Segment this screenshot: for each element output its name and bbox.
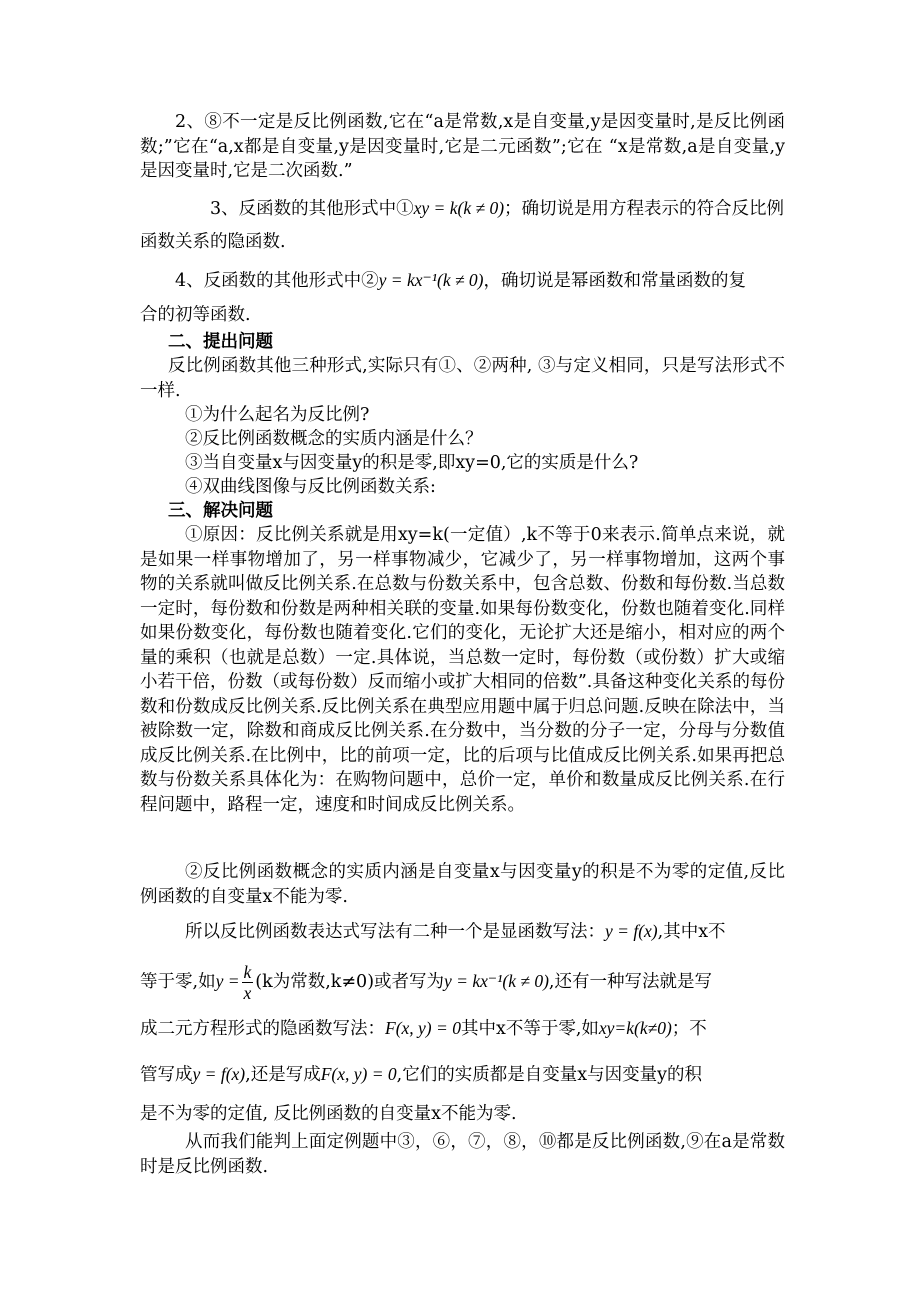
p8-l1-post: ,其中x不 <box>657 922 726 942</box>
p8-l4-f1: y = f(x) <box>192 1064 246 1084</box>
p3-text-post: ；确切说是用方程表示的符合反比例 <box>504 199 785 219</box>
paragraph-9: 从而我们能判上面定例题中③，⑥，⑦，⑧，⑩都是反比例函数,⑨在a是常数时是反比例函数. <box>140 1132 785 1177</box>
p8-l2-post: ,还有一种写法就是写 <box>548 972 712 992</box>
p8-l1-pre: 所以反比例函数表达式写法有二种一个是显函数写法： <box>185 922 605 942</box>
paragraph-8-line2 <box>140 962 785 1003</box>
p8-l2-pre: 等于零,如 <box>140 972 216 992</box>
p8-l4-pre: 管写成 <box>140 1065 193 1085</box>
p8-l4-post: ,它们的实质都是自变量x与因变量y的积 <box>396 1065 702 1085</box>
p8-l3-post: ；不 <box>671 1019 707 1039</box>
p3-formula: xy = k(k ≠ 0) <box>413 198 505 218</box>
paragraph-8-line5: 是不为零的定值, 反比例函数的自变量x不能为零. <box>140 1104 517 1124</box>
question-3: ③当自变量x与因变量y的积是零,即xy=0,它的实质是什么? <box>185 453 639 473</box>
fraction-k-over-x <box>242 962 254 1003</box>
p8-l4-mid: ,还是写成 <box>245 1065 321 1085</box>
p4-formula: y = kx⁻¹(k ≠ 0) <box>378 270 484 290</box>
p8-l2-f1: y = <box>215 971 240 991</box>
paragraph-8-line1 <box>140 919 785 944</box>
p8-l3-formula: F(x, y) = 0 <box>385 1018 461 1038</box>
paragraph-4-line2: 合的初等函数. <box>140 305 251 325</box>
paragraph-3-line2: 函数关系的隐函数. <box>140 232 286 252</box>
section-heading-3: 三、解决问题 <box>168 501 273 521</box>
question-2: ②反比例函数概念的实质内涵是什么？ <box>185 429 483 449</box>
p8-l1-formula: y = f(x) <box>605 921 658 941</box>
paragraph-4-line1 <box>140 268 785 293</box>
paragraph-8-line4 <box>140 1062 785 1087</box>
p8-l4-f2: F(x, y) = 0 <box>320 1064 397 1084</box>
p8-l3-formula2: xy=k(k≠0) <box>598 1018 672 1038</box>
paragraph-5: 反比例函数其他三种形式,实际只有①、②两种, ③与定义相同，只是写法形式不一样. <box>140 356 785 401</box>
paragraph-7: ②反比例函数概念的实质内涵是自变量x与因变量y的积是不为零的定值,反比例函数的自变量x不能为零. <box>140 862 785 907</box>
p3-text-pre: 3、反函数的其他形式中① <box>210 199 414 219</box>
p4-text-post: ，确切说是幂函数和常量函数的复 <box>483 271 747 291</box>
p4-text-pre: 4、反函数的其他形式中② <box>175 271 379 291</box>
fraction-denominator: x <box>243 983 252 1003</box>
question-1: ①为什么起名为反比例? <box>185 405 370 425</box>
paragraph-2: 2、⑧不一定是反比例函数,它在“a是常数,x是自变量,y是因变量时,是反比例函数;”它在“a,x都是自变量,y是因变量时,它是二元函数”;它在 “x是常数,a是自变量,y是因变量时,它是二次函数.” <box>140 112 785 181</box>
fraction-numerator: k <box>243 962 252 982</box>
section-heading-2: 二、提出问题 <box>168 332 273 352</box>
p8-l3-pre: 成二元方程形式的隐函数写法： <box>140 1019 385 1039</box>
paragraph-3-line1 <box>140 196 785 221</box>
p8-l2-mid: (k为常数,k≠0)或者写为 <box>255 972 445 992</box>
p8-l2-f2: y = kx⁻¹(k ≠ 0) <box>444 971 549 991</box>
paragraph-6: ①原因：反比例关系就是用xy=k(一定值）,k不等于0来表示.简单点来说，就是如果一样事物增加了，另一样事物减少，它减少了，另一样事物增加，这两个事物的关系就叫做反比例关系.在总数与份数关系中，包含总数、份数和每份数.当总数一定时，每份数和份数是两种相关联的变量.如果每份数变化，份数也随着变化.同样如果份数变化，每份数也随着变化.它们的变化，无论扩大还是缩小，相对应的两个量的乘积（也就是总数）一定.具体说，当总数一定时，每份数（或份数）扩大或缩小若干倍，份数（或每份数）反而缩小或扩大相同的倍数”.具备这种变化关系的每份数和份数成反比例关系.反比例关系在典型应用题中属于归总问题.反映在除法中，当被除数一定，除数和商成反比例关系.在分数中，当分数的分子一定，分母与分数值成反比例关系.在比例中，比的前项一定，比的后项与比值成反比例关系.如果再把总数与份数关系具体化为：在购物问题中，总价一定，单价和数量成反比例关系.在行程问题中，路程一定，速度和时间成反比例关系。 <box>140 525 785 815</box>
paragraph-8-line3 <box>140 1016 785 1041</box>
p8-l3-mid: 其中x不等于零,如 <box>460 1019 599 1039</box>
question-4: ④双曲线图像与反比例函数关系: <box>185 477 436 497</box>
